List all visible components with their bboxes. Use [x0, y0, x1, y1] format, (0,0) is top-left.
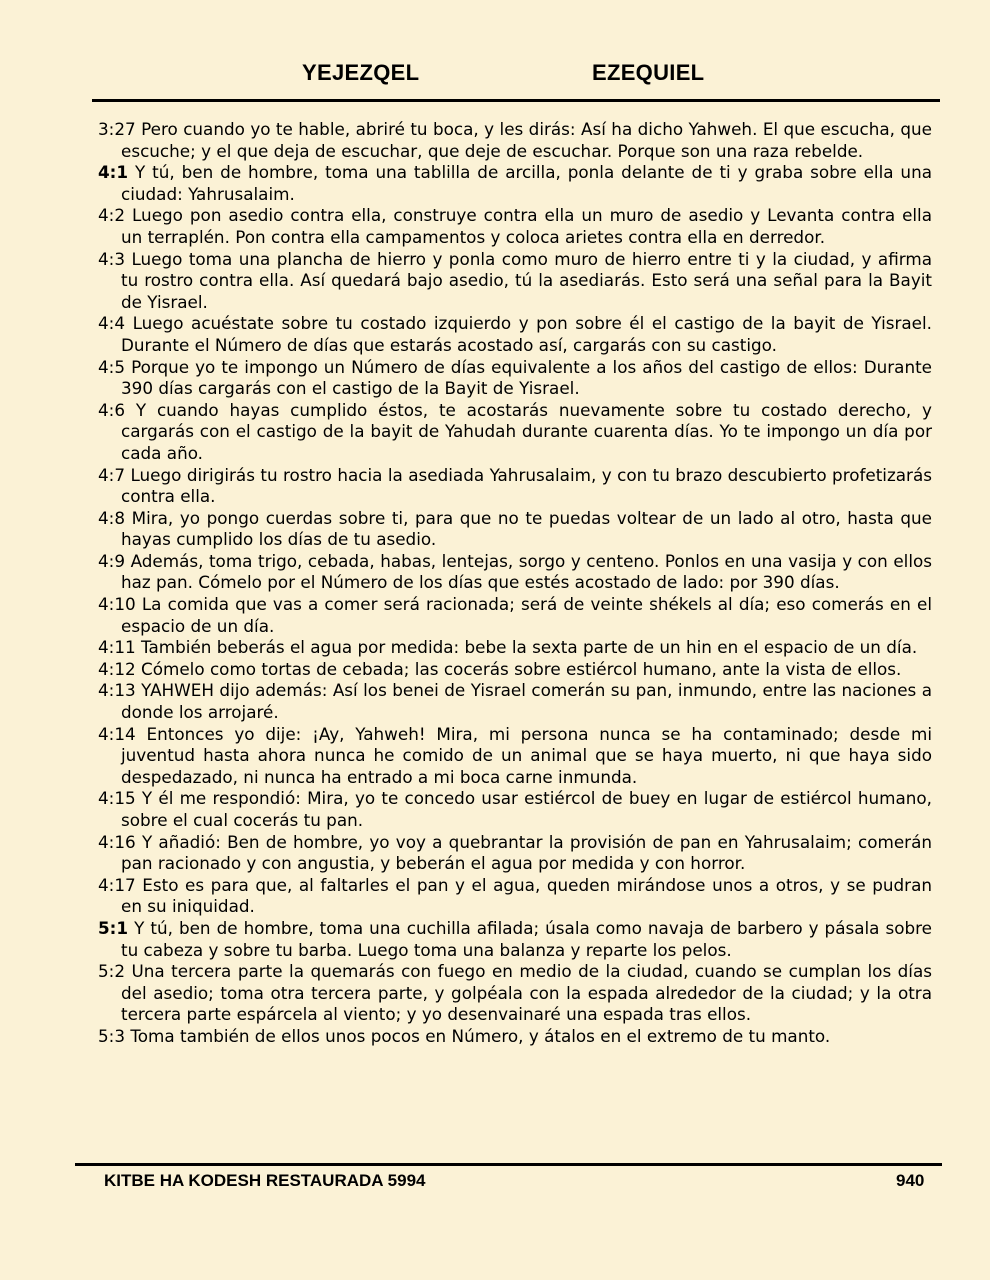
verse [98, 162, 932, 205]
verse-text: La comida que vas a comer será racionada; será de veinte shékels al día; eso comerás en el espacio de un día. [121, 594, 932, 636]
verse [98, 357, 932, 400]
verse-list [98, 119, 932, 1048]
verse [98, 918, 932, 961]
verse-reference: 4:14 [98, 723, 136, 744]
verse [98, 659, 932, 681]
verse-reference: 4:16 [98, 831, 136, 852]
verse-reference: 4:10 [98, 594, 136, 615]
verse-reference: 4:6 [98, 399, 126, 420]
verse [98, 551, 932, 594]
verse-text: Y añadió: Ben de hombre, yo voy a quebrantar la provisión de pan en Yahrusalaim; comerán pan racionado y con angustia, y beberán el agua por medida y con horror. [121, 831, 932, 874]
verse-text: YAHWEH dijo además: Así los benei de Yisrael comerán su pan, inmundo, entre las naciones a donde los arrojaré. [121, 680, 932, 723]
verse [98, 594, 932, 637]
verse-reference: 4:15 [98, 788, 136, 809]
header-hebrew-title: YEJEZQEL [302, 60, 420, 85]
verse-text: Pero cuando yo te hable, abriré tu boca, y les dirás: Así ha dicho Yahweh. El que escucha, que escuche; y el que deja de escuchar, que deje de escuchar. Porque son una raza rebelde. [121, 119, 932, 161]
verse [98, 788, 932, 831]
verse-reference: 5:3 [98, 1025, 126, 1046]
verse [98, 680, 932, 723]
verse-reference: 4:1 [98, 162, 129, 183]
verse-text: Y tú, ben de hombre, toma una cuchilla afilada; úsala como navaja de barbero y pásala sobre tu cabeza y sobre tu barba. Luego toma una balanza y reparte los pelos. [121, 917, 933, 960]
verse-reference: 4:9 [98, 550, 126, 571]
verse [98, 465, 932, 508]
verse-text: Porque yo te impongo un Número de días equivalente a los años del castigo de ellos: Durante 390 días cargarás con el castigo de la Bayit de Yisrael. [121, 356, 932, 399]
header-divider [92, 99, 940, 102]
verse-text: También beberás el agua por medida: bebe la sexta parte de un hin en el espacio de un día. [141, 637, 918, 658]
footer-page-number: 940 [896, 1171, 925, 1190]
verse-reference: 4:2 [98, 205, 126, 226]
verse [98, 637, 932, 659]
verse [98, 832, 932, 875]
verse-text: Una tercera parte la quemarás con fuego en medio de la ciudad, cuando se cumplan los días del asedio; toma otra tercera parte, y golpéala con la espada alrededor de la ciudad; y la otra tercera parte espárcela al viento; y yo desenvainaré una espada tras ellos. [121, 961, 933, 1025]
verse-reference: 4:8 [98, 507, 126, 528]
verse-reference: 4:11 [98, 637, 136, 658]
verse-text: Mira, yo pongo cuerdas sobre ti, para que no te puedas voltear de un lado al otro, hasta que hayas cumplido los días de tu asedio. [121, 507, 932, 550]
verse [98, 400, 932, 465]
verse [98, 119, 932, 162]
verse [98, 249, 932, 314]
verse-text: Toma también de ellos unos pocos en Número, y átalos en el extremo de tu manto. [130, 1025, 831, 1046]
verse-reference: 4:17 [98, 874, 136, 895]
verse-reference: 4:5 [98, 356, 126, 377]
verse-reference: 4:4 [98, 313, 126, 334]
verse-text: Además, toma trigo, cebada, habas, lentejas, sorgo y centeno. Ponlos en una vasija y con ellos haz pan. Cómelo por el Número de los días que estés acostado de lado: por 390 días. [121, 550, 932, 593]
verse-text: Luego toma una plancha de hierro y ponla como muro de hierro entre ti y la ciudad, y afirma tu rostro contra ella. Así quedará bajo asedio, tú la asediarás. Esto será una señal para la Bayit de Yisrael. [121, 248, 932, 312]
footer-book-title: KITBE HA KODESH RESTAURADA 5994 [104, 1171, 426, 1190]
verse [98, 1026, 932, 1048]
verse [98, 508, 932, 551]
verse-reference: 4:3 [98, 248, 126, 269]
verse-text: Esto es para que, al faltarles el pan y el agua, queden mirándose unos a otros, y se pudran en su iniquidad. [121, 874, 932, 917]
verse-reference: 4:13 [98, 680, 136, 701]
verse-reference: 4:12 [98, 658, 136, 679]
verse [98, 724, 932, 789]
verse-reference: 3:27 [98, 119, 136, 139]
verse [98, 313, 932, 356]
verse [98, 961, 932, 1026]
verse-text: Y él me respondió: Mira, yo te concedo usar estiércol de buey en lugar de estiércol humano, sobre el cual cocerás tu pan. [121, 788, 932, 830]
verse-text: Y tú, ben de hombre, toma una tablilla de arcilla, ponla delante de ti y graba sobre ella una ciudad: Yahrusalaim. [121, 162, 932, 204]
verse-text: Luego dirigirás tu rostro hacia la asediada Yahrusalaim, y con tu brazo descubierto profetizarás contra ella. [121, 464, 932, 507]
footer-divider [75, 1163, 942, 1166]
verse-reference: 4:7 [98, 464, 126, 485]
header-spanish-title: EZEQUIEL [592, 60, 705, 85]
verse [98, 875, 932, 918]
verse-reference: 5:2 [98, 961, 126, 982]
verse-text: Cómelo como tortas de cebada; las cocerás sobre estiércol humano, ante la vista de ellos. [141, 658, 902, 679]
verse-text: Luego acuéstate sobre tu costado izquierdo y pon sobre él el castigo de la bayit de Yisrael. Durante el Número de días que estarás acostado así, cargarás con su castigo. [121, 313, 932, 355]
verse-text: Entonces yo dije: ¡Ay, Yahweh! Mira, mi persona nunca se ha contaminado; desde mi juventud hasta ahora nunca he comido de un animal que se haya muerto, ni que haya sido despedazado, ni nunca ha entrado a mi boca carne inmunda. [121, 723, 932, 787]
verse-text: Y cuando hayas cumplido éstos, te acostarás nuevamente sobre tu costado derecho, y cargarás con el castigo de la bayit de Yahudah durante cuarenta días. Yo te impongo un día por cada año. [121, 399, 932, 463]
page-header [92, 58, 940, 102]
verse-reference: 5:1 [98, 917, 129, 938]
verse-text: Luego pon asedio contra ella, construye contra ella un muro de asedio y Levanta contra ella un terraplén. Pon contra ella campamentos y coloca arietes contra ella en derredor. [121, 205, 933, 247]
verse [98, 205, 932, 248]
